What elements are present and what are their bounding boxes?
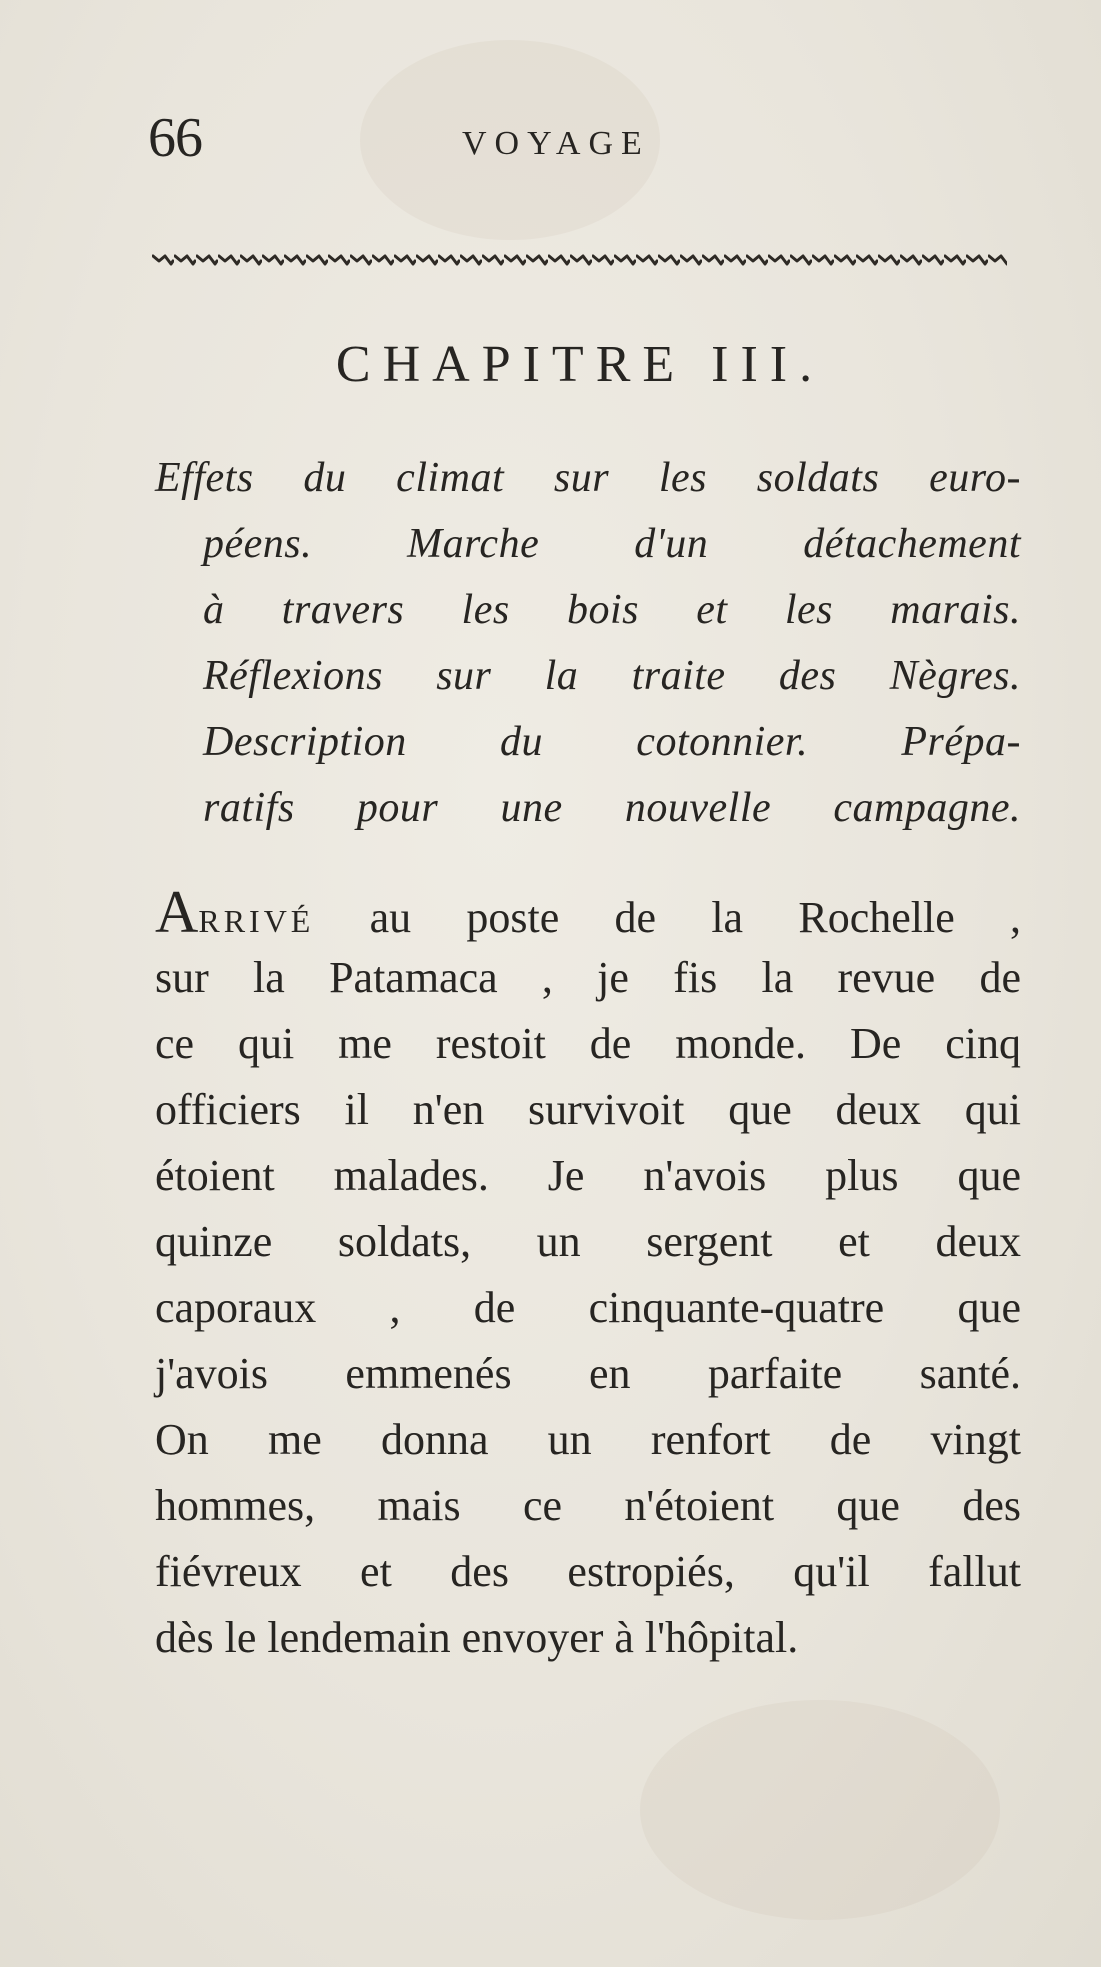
chapter-title: CHAPITRE III. <box>335 336 825 393</box>
first-line-text: au poste de la Rochelle , <box>314 893 1021 942</box>
summary-line: Réflexions sur la traite des Nègres. <box>203 653 1021 699</box>
body-line: officiers il n'en survivoit que deux qui <box>155 1085 1021 1134</box>
summary-line: ratifs pour une nouvelle campagne. <box>203 785 1021 831</box>
body-line: étoient malades. Je n'avois plus que <box>155 1151 1021 1200</box>
body-line: caporaux , de cinquante-quatre que <box>155 1283 1021 1332</box>
body-line: dès le lendemain envoyer à l'hôpital. <box>155 1613 799 1662</box>
summary-line: à travers les bois et les marais. <box>203 587 1021 633</box>
summary-line: Effets du climat sur les soldats euro- <box>155 455 1021 501</box>
body-line: quinze soldats, un sergent et deux <box>155 1217 1021 1266</box>
page-header <box>148 108 728 168</box>
summary-line: péens. Marche d'un détachement <box>203 521 1021 567</box>
running-head: VOYAGE <box>462 125 650 162</box>
body-line: j'avois emmenés en parfaite santé. <box>155 1349 1021 1398</box>
ornamental-rule-icon <box>152 248 1007 272</box>
paper-stain <box>640 1700 1000 1920</box>
summary-line: Description du cotonnier. Prépa- <box>203 719 1021 765</box>
body-line: ce qui me restoit de monde. De cinq <box>155 1019 1021 1068</box>
body-line: sur la Patamaca , je fis la revue de <box>155 953 1021 1002</box>
body-line-first <box>155 880 1021 953</box>
drop-cap: A <box>155 879 199 945</box>
body-line: On me donna un renfort de vingt <box>155 1415 1021 1464</box>
body-line: hommes, mais ce n'étoient que des <box>155 1481 1021 1530</box>
small-caps-word: RRIVÉ <box>198 903 315 939</box>
page-number: 66 <box>148 107 202 169</box>
body-line: fiévreux et des estropiés, qu'il fallut <box>155 1547 1021 1596</box>
